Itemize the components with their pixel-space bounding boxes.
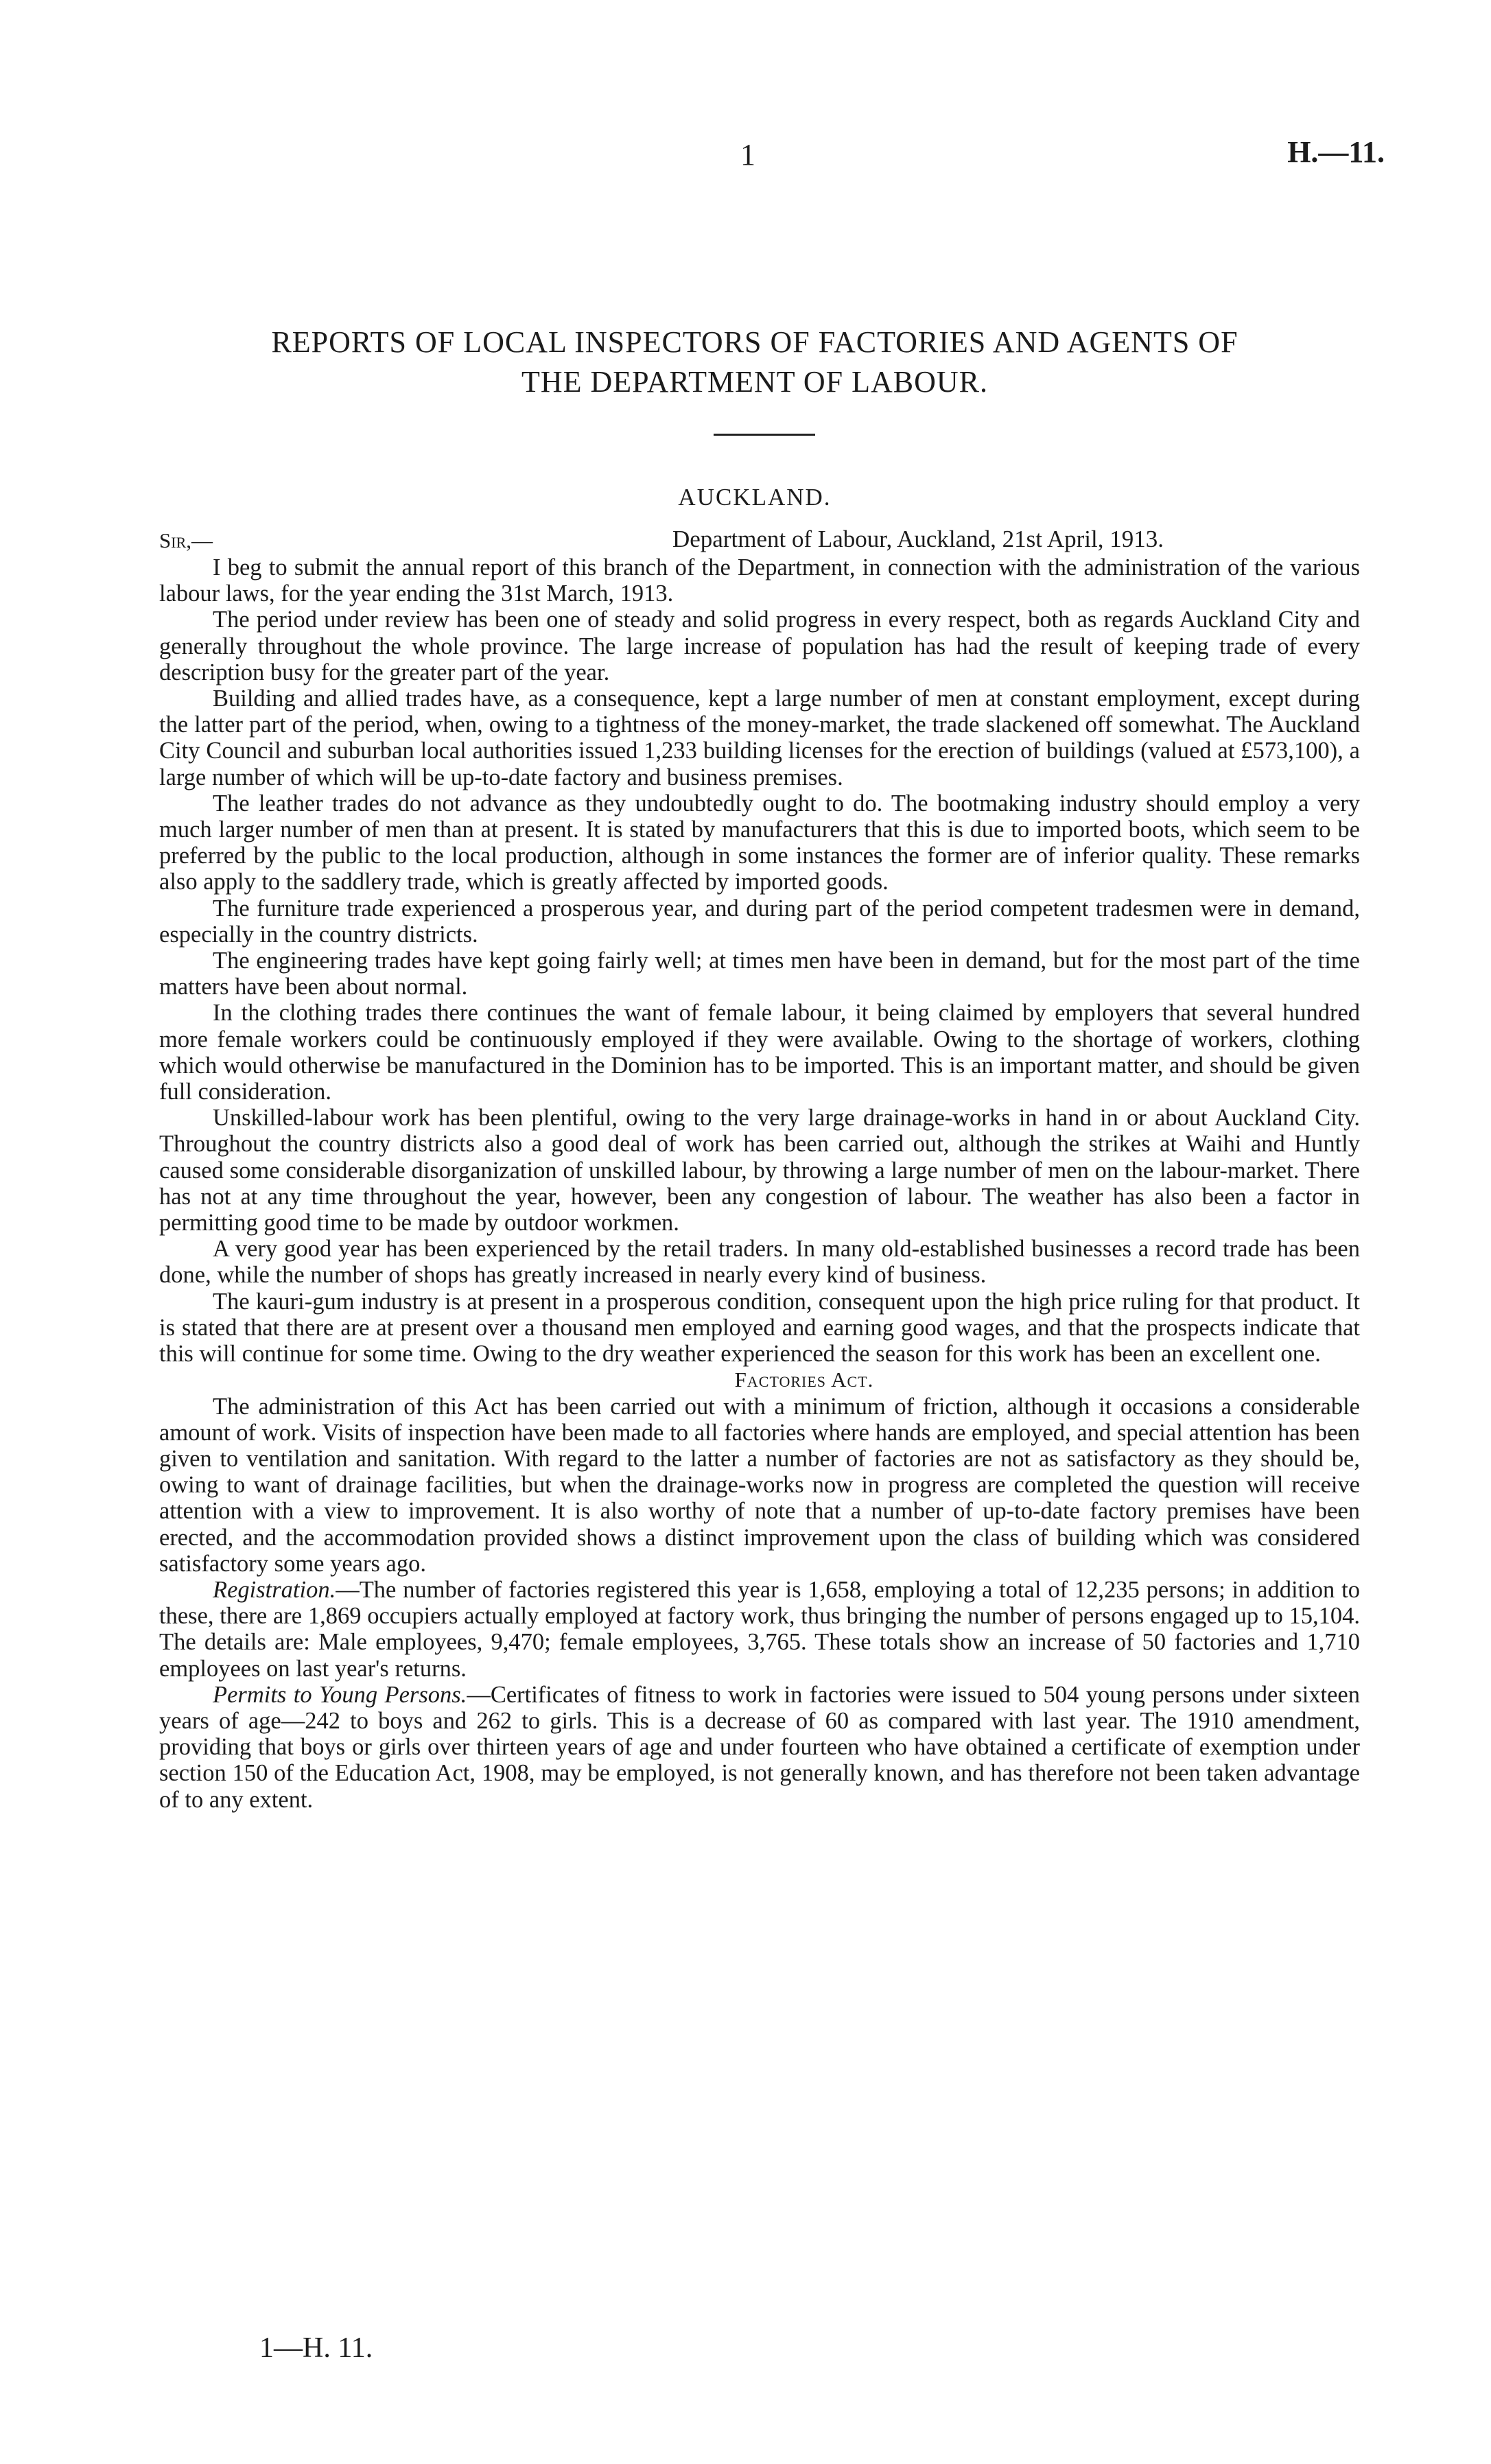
registration-label: Registration.	[213, 1576, 336, 1603]
title-divider	[714, 434, 815, 436]
permits-text: —Certificates of fitness to work in factories were issued to 504 young persons under sixteen years of age—242 to boys and 262 to girls. This is a decrease of 60 as compared with last year. The 1910 amendment, providing that boys or girls over thirteen years of age and under fourteen who have obtained a certificate of exemption under section 150 of the Education Act, 1908, may be employed, is not generally known, and has therefore not been taken advantage of to any extent.	[159, 1681, 1360, 1813]
paragraph: Building and allied trades have, as a consequence, kept a large number of men at constant employment, except during the latter part of the period, when, owing to a tightness of the money-market, the trade slackened off somewhat. The Auckland City Council and suburban local authorities issued 1,233 building licenses for the erection of buildings (valued at £573,100), a large number of which will be up-to-date factory and business premises.	[159, 685, 1360, 790]
paragraph: A very good year has been experienced by the retail traders. In many old-established businesses a record trade has been done, while the number of shops has greatly increased in nearly every kind of business.	[159, 1236, 1360, 1289]
paragraph: The furniture trade experienced a prosperous year, and during part of the period competent tradesmen were in demand, especially in the country districts.	[159, 895, 1360, 948]
section-heading: AUCKLAND.	[678, 484, 832, 511]
paragraph: In the clothing trades there continues the want of female labour, it being claimed by employers that several hundred more female workers could be continuously employed if they were available. Owing to the shortage of workers, clothing which would otherwise be manufactured in the Dominion has to be imported. This is an important matter, and should be given full consideration.	[159, 1000, 1360, 1105]
paragraph: The engineering trades have kept going fairly well; at times men have been in demand, but for the most part of the time matters have been about normal.	[159, 948, 1360, 1000]
report-title	[151, 322, 1359, 402]
report-body	[159, 554, 1360, 1813]
dateline: Department of Labour, Auckland, 21st April, 1913.	[672, 526, 1164, 552]
permits-paragraph	[159, 1682, 1360, 1813]
paragraph: The administration of this Act has been carried out with a minimum of friction, although it occasions a considerable amount of work. Visits of inspection have been made to all factories where hands are employed, and special attention has been given to ventilation and sanitation. With regard to the latter a number of factories are not as satisfactory as they should be, owing to want of drainage facilities, but when the drainage-works now in progress are completed the question will receive attention with a view to improvement. It is also worthy of note that a number of up-to-date factory premises have been erected, and the accommodation provided shows a distinct improvement upon the class of building which was considered satisfactory some years ago.	[159, 1393, 1360, 1577]
registration-text: —The number of factories registered this year is 1,658, employing a total of 12,235 persons; in addition to these, there are 1,869 occupiers actually employed at factory work, thus bringing the number of persons engaged up to 15,104. The details are: Male employees, 9,470; female employees, 3,765. These totals show an increase of 50 factories and 1,710 employees on last year's returns.	[159, 1576, 1360, 1682]
page-number: 1	[740, 138, 755, 172]
paragraph: I beg to submit the annual report of this branch of the Department, in connection with the administration of the various labour laws, for the year ending the 31st March, 1913.	[159, 554, 1360, 607]
signature-code: 1—H. 11.	[259, 2332, 373, 2364]
registration-paragraph	[159, 1577, 1360, 1682]
paragraph: The period under review has been one of steady and solid progress in every respect, both as regards Auckland City and generally throughout the whole province. The large increase of population has had the result of keeping trade of every description busy for the greater part of the year.	[159, 607, 1360, 685]
paragraph: Unskilled-labour work has been plentiful, owing to the very large drainage-works in hand in or about Auckland City. Throughout the country districts also a good deal of work has been carried out, although the strikes at Waihi and Huntly caused some considerable disorganization of unskilled labour, by throwing a large number of men on the labour-market. There has not at any time throughout the year, however, been any congestion of labour. The weather has also been a factor in permitting good time to be made by outdoor workmen.	[159, 1105, 1360, 1236]
permits-label: Permits to Young Persons.	[213, 1681, 467, 1708]
series-code: H.—11.	[1287, 135, 1385, 169]
report-title-line-2: THE DEPARTMENT OF LABOUR.	[521, 365, 988, 399]
factories-act-heading: Factories Act.	[734, 1368, 874, 1392]
paragraph: The kauri-gum industry is at present in a prosperous condition, consequent upon the high price ruling for that product. It is stated that there are at present over a thousand men employed and earning good wages, and that the prospects indicate that this will continue for some time. Owing to the dry weather experienced the season for this work has been an excellent one.	[159, 1288, 1360, 1368]
report-title-line-1: REPORTS OF LOCAL INSPECTORS OF FACTORIES AND AGENTS OF	[271, 325, 1238, 359]
paragraph: The leather trades do not advance as they undoubtedly ought to do. The bootmaking industry should employ a very much larger number of men than at present. It is stated by manufacturers that this is due to imported boots, which seem to be preferred by the public to the local production, although in some instances the former are of inferior quality. These remarks also apply to the saddlery trade, which is greatly affected by imported goods.	[159, 790, 1360, 895]
salutation: Sir,—	[159, 528, 213, 552]
